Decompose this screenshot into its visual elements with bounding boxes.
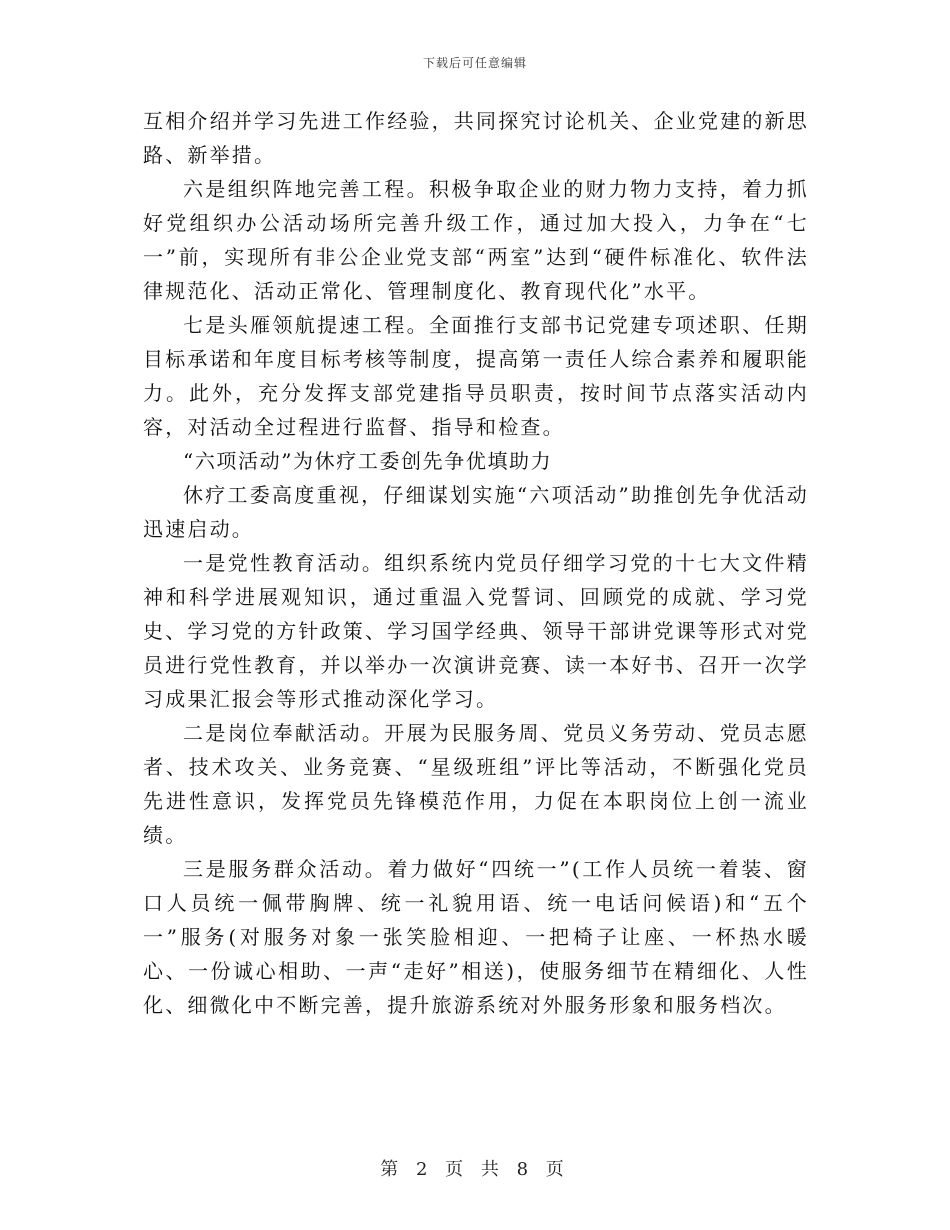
page-number-footer: 第 2 页 共 8 页 [380, 1159, 570, 1180]
paragraph-project-seven: 七是头雁领航提速工程。全面推行支部书记党建专项述职、任期目标承诺和年度目标考核等制度，提高第一责任人综合素养和履职能力。此外，充分发挥支部党建指导员职责，按时间节点落实活动内容，对活动全过程进行监督、指导和检查。 [143, 313, 809, 439]
paragraph-continuation: 互相介绍并学习先进工作经验，共同探究讨论机关、企业党建的新思路、新举措。 [143, 109, 809, 167]
paragraph-activity-two: 二是岗位奉献活动。开展为民服务周、党员义务劳动、党员志愿者、技术攻关、业务竞赛、“星级班组”评比等活动，不断强化党员先进性意识，发挥党员先锋模范作用，力促在本职岗位上创一流业绩。 [143, 721, 809, 847]
page-header: 下载后可任意编辑 [422, 56, 527, 70]
section-subtitle: “六项活动”为休疗工委创先争优填助力 [183, 449, 553, 473]
paragraph-activity-one: 一是党性教育活动。组织系统内党员仔细学习党的十七大文件精神和科学进展观知识，通过重温入党誓词、回顾党的成就、学习党史、学习党的方针政策、学习国学经典、领导干部讲党课等形式对党员进行党性教育，并以举办一次演讲竞赛、读一本好书、召开一次学习成果汇报会等形式推动深化学习。 [143, 551, 809, 711]
document-body [143, 104, 809, 1022]
paragraph-intro: 休疗工委高度重视，仔细谋划实施“六项活动”助推创先争优活动迅速启动。 [143, 483, 809, 541]
paragraph-project-six: 六是组织阵地完善工程。积极争取企业的财力物力支持，着力抓好党组织办公活动场所完善升级工作，通过加大投入，力争在“七一”前，实现所有非公企业党支部“两室”达到“硬件标准化、软件法律规范化、活动正常化、管理制度化、教育现代化”水平。 [143, 177, 809, 303]
paragraph-activity-three: 三是服务群众活动。着力做好“四统一”(工作人员统一着装、窗口人员统一佩带胸牌、统一礼貌用语、统一电话问候语)和“五个一”服务(对服务对象一张笑脸相迎、一把椅子让座、一杯热水暖心、一份诚心相助、一声“走好”相送)，使服务细节在精细化、人性化、细微化中不断完善，提升旅游系统对外服务形象和服务档次。 [143, 857, 809, 1017]
